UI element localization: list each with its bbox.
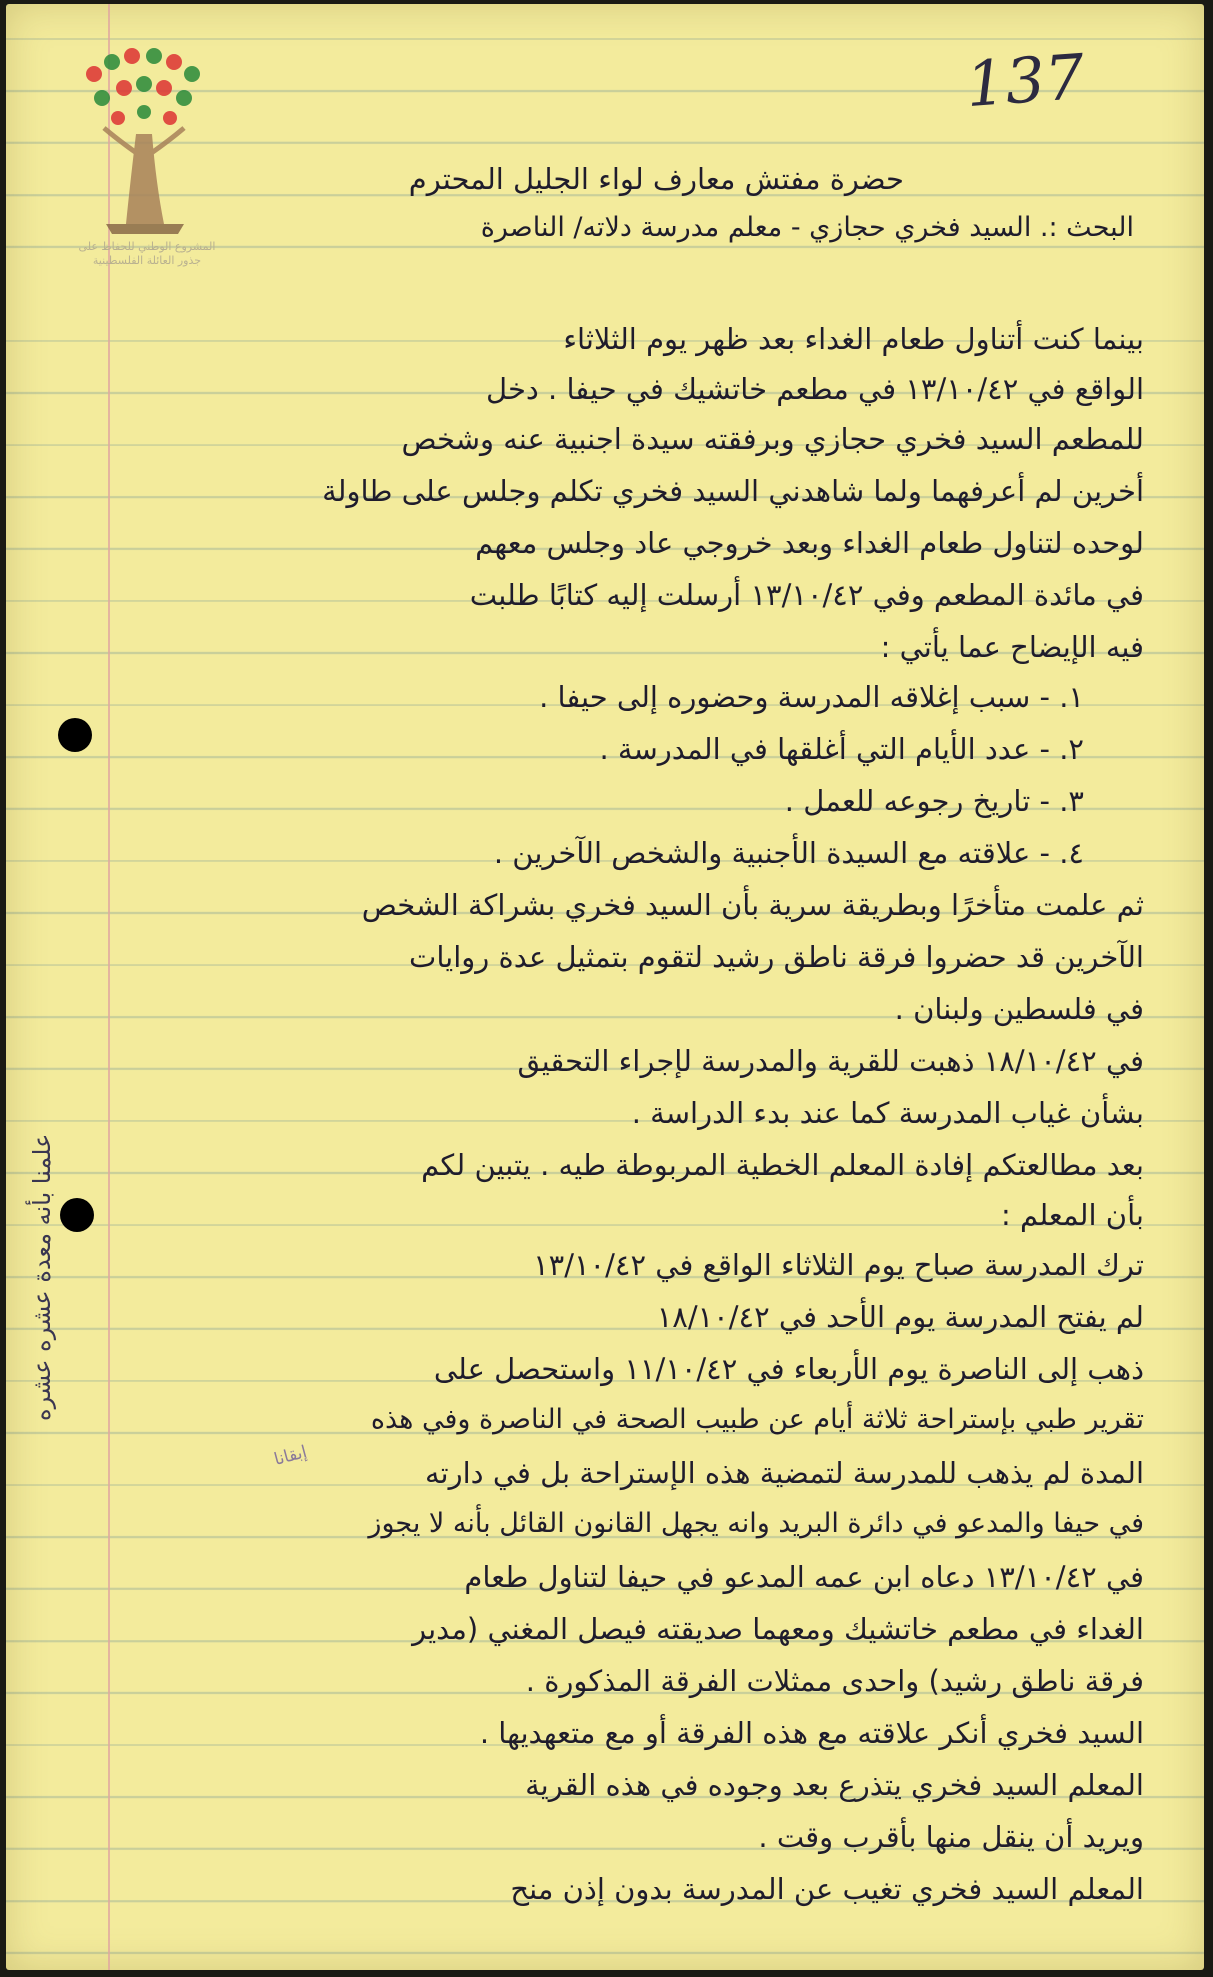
body-line: في ١٣/١٠/٤٢ دعاه ابن عمه المدعو في حيفا لتناول طعام: [464, 1560, 1144, 1594]
list-item: ٤. - علاقته مع السيدة الأجنبية والشخص الآخرين .: [493, 836, 1084, 870]
body-line: المدة لم يذهب للمدرسة لتمضية هذه الإستراحة بل في دارته: [425, 1456, 1144, 1490]
body-line: ترك المدرسة صباح يوم الثلاثاء الواقع في ١٣/١٠/٤٢: [533, 1248, 1144, 1282]
body-line: بأن المعلم :: [1001, 1198, 1144, 1232]
logo-caption-line-1: المشروع الوطني للحفاظ على: [78, 240, 216, 253]
body-line: فيه الإيضاح عما يأتي :: [880, 630, 1144, 664]
body-line: ثم علمت متأخرًا وبطريقة سرية بأن السيد فخري بشراكة الشخص: [361, 888, 1144, 922]
body-line: في ١٨/١٠/٤٢ ذهبت للقرية والمدرسة لإجراء التحقيق: [517, 1044, 1144, 1078]
body-line: ذهب إلى الناصرة يوم الأربعاء في ١١/١٠/٤٢ واستحصل على: [433, 1352, 1144, 1386]
letter-subject: البحث :. السيد فخري حجازي - معلم مدرسة دلاته/ الناصرة: [480, 212, 1134, 243]
body-line: لم يفتح المدرسة يوم الأحد في ١٨/١٠/٤٢: [656, 1300, 1144, 1334]
letter-salutation: حضرة مفتش معارف لواء الجليل المحترم: [408, 162, 904, 196]
logo-caption-line-2: جذور العائلة الفلسطينية: [92, 254, 202, 267]
notebook-page: [6, 4, 1204, 1970]
body-line: السيد فخري أنكر علاقته مع هذه الفرقة أو مع متعهديها .: [479, 1716, 1144, 1750]
body-line: المعلم السيد فخري تغيب عن المدرسة بدون إذن منح: [510, 1872, 1144, 1906]
body-line: ويريد أن ينقل منها بأقرب وقت .: [758, 1820, 1144, 1854]
list-item: ١. - سبب إغلاقه المدرسة وحضوره إلى حيفا .: [539, 680, 1084, 714]
margin-rule: [108, 4, 110, 1970]
body-line: بشأن غياب المدرسة كما عند بدء الدراسة .: [631, 1096, 1144, 1130]
body-line: الواقع في ١٣/١٠/٤٢ في مطعم خاتشيك في حيفا . دخل: [485, 372, 1144, 406]
body-line: الغداء في مطعم خاتشيك ومعهما صديقته فيصل المغني (مدير: [412, 1612, 1144, 1646]
body-line: في مائدة المطعم وفي ١٣/١٠/٤٢ أرسلت إليه كتابًا طلبت: [469, 578, 1144, 612]
body-line: لوحده لتناول طعام الغداء وبعد خروجي عاد وجلس معهم: [475, 526, 1144, 560]
body-line: بينما كنت أتناول طعام الغداء بعد ظهر يوم الثلاثاء: [563, 322, 1144, 356]
list-item: ٢. - عدد الأيام التي أغلقها في المدرسة .: [599, 732, 1084, 766]
body-line: للمطعم السيد فخري حجازي وبرفقته سيدة اجنبية عنه وشخص: [401, 422, 1144, 456]
body-line: أخرين لم أعرفهما ولما شاهدني السيد فخري تكلم وجلس على طاولة: [322, 474, 1144, 508]
margin-note: علمنا بأنه معدة عشره عشره: [28, 1134, 56, 1422]
stamp-word: إبقانا: [271, 1442, 310, 1470]
body-line: المعلم السيد فخري يتذرع بعد وجوده في هذه القرية: [525, 1768, 1144, 1802]
body-line: في حيفا والمدعو في دائرة البريد وانه يجهل القانون القائل بأنه لا يجوز: [368, 1508, 1144, 1539]
body-line: فرقة ناطق رشيد) واحدى ممثلات الفرقة المذكورة .: [525, 1664, 1144, 1698]
body-line: في فلسطين ولبنان .: [894, 992, 1144, 1026]
list-item: ٣. - تاريخ رجوعه للعمل .: [784, 784, 1084, 818]
body-line: تقرير طبي بإستراحة ثلاثة أيام عن طبيب الصحة في الناصرة وفي هذه: [370, 1404, 1144, 1435]
logo-caption: [52, 240, 242, 268]
body-line: الآخرين قد حضروا فرقة ناطق رشيد لتقوم بتمثيل عدة روايات: [409, 940, 1144, 974]
body-line: بعد مطالعتكم إفادة المعلم الخطية المربوطة طيه . يتبين لكم: [421, 1148, 1144, 1182]
punch-hole-top: [58, 718, 92, 752]
page-number: 137: [963, 39, 1087, 122]
